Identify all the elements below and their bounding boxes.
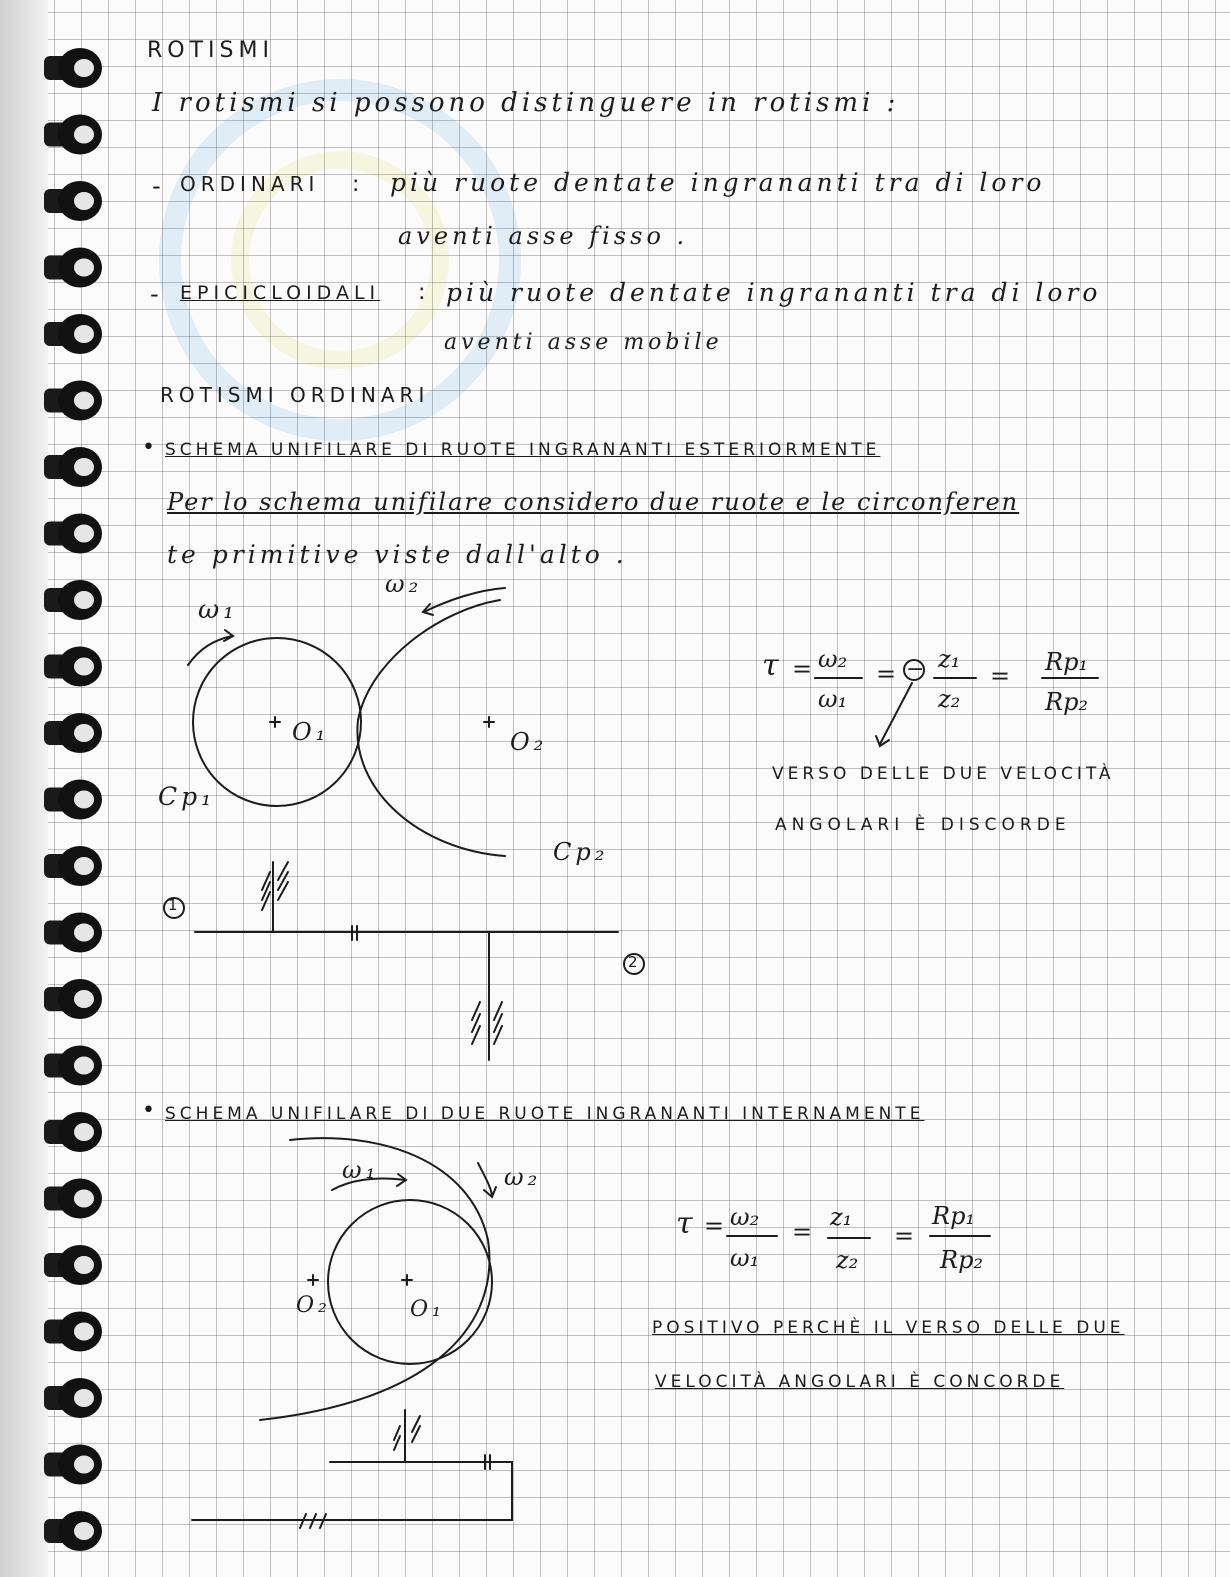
formula-int-eq3: = bbox=[894, 1222, 915, 1250]
formula-ext-num3: Rp₁ bbox=[1045, 648, 1089, 676]
formula-ext-eq2: = bbox=[876, 660, 897, 688]
label-int-omega1: ω₁ bbox=[342, 1156, 380, 1184]
formula-ext-den2: z₂ bbox=[938, 685, 961, 713]
page-title: ROTISMI bbox=[147, 38, 274, 63]
label-node-1: 1 bbox=[168, 896, 178, 914]
type-epicicloidali-line1: più ruote dentate ingrananti tra di loro bbox=[446, 278, 1102, 307]
formula-ext-den1: ω₁ bbox=[818, 685, 848, 713]
formula-ext-num2: z₁ bbox=[938, 645, 961, 673]
label-omega2: ω₂ bbox=[385, 570, 423, 598]
sign-arrow-icon bbox=[880, 683, 912, 744]
label-node-2: 2 bbox=[628, 953, 638, 971]
formula-ext-eq3: = bbox=[990, 662, 1011, 690]
formula-ext-num1: ω₂ bbox=[818, 645, 848, 673]
formula-int-num1: ω₂ bbox=[730, 1203, 760, 1231]
type-ordinari-bullet: - bbox=[152, 172, 164, 200]
formula-int-den1: ω₁ bbox=[730, 1244, 760, 1272]
node-1-circle bbox=[164, 898, 184, 918]
formula-ext-sign: − bbox=[906, 657, 925, 682]
type-ordinari-name: ORDINARI bbox=[180, 172, 320, 196]
label-omega1: ω₁ bbox=[198, 595, 238, 625]
omega2-arrow-icon bbox=[424, 588, 505, 612]
type-ordinari-line2: aventi asse fisso . bbox=[398, 222, 689, 250]
label-int-o2: O₂ bbox=[296, 1293, 331, 1318]
schema-internal-bullet: • bbox=[142, 1098, 158, 1123]
pitch-arc-int-2 bbox=[260, 1138, 489, 1420]
type-ordinari-line1: più ruote dentate ingrananti tra di loro bbox=[390, 168, 1046, 197]
pitch-circle-int-1 bbox=[328, 1200, 492, 1364]
note-internal-line2: VELOCITÀ ANGOLARI È CONCORDE bbox=[655, 1372, 1065, 1392]
formula-ext-eq1: = bbox=[792, 655, 813, 683]
label-int-o1: O₁ bbox=[410, 1297, 445, 1322]
schema-external-heading: SCHEMA UNIFILARE DI RUOTE INGRANANTI ESTERIORMENTE bbox=[165, 440, 881, 460]
label-cp2: Cp₂ bbox=[553, 838, 609, 866]
schema-external-bullet: • bbox=[142, 435, 158, 460]
sign-circle bbox=[904, 660, 924, 680]
formula-int-den3: Rp₂ bbox=[940, 1246, 984, 1274]
label-o1: O₁ bbox=[292, 718, 330, 746]
formula-int-num2: z₁ bbox=[830, 1203, 853, 1231]
node-2-circle bbox=[624, 954, 644, 974]
pitch-arc-2 bbox=[357, 600, 505, 856]
formula-int-eq1: = bbox=[704, 1212, 725, 1240]
schema-internal-heading: SCHEMA UNIFILARE DI DUE RUOTE INGRANANTI INTERNAMENTE bbox=[165, 1104, 925, 1124]
formula-int-tau: τ bbox=[676, 1206, 693, 1241]
formula-ext-tau: τ bbox=[762, 648, 779, 683]
shaft-line-internal bbox=[192, 1462, 512, 1520]
note-external-line2: ANGOLARI È DISCORDE bbox=[775, 815, 1071, 835]
schema-external-text-line1: Per lo schema unifilare considero due ruote e le circonferen bbox=[167, 488, 1020, 516]
label-int-omega2: ω₂ bbox=[504, 1163, 542, 1191]
formula-ext-den3: Rp₂ bbox=[1045, 688, 1089, 716]
schema-external-text-line2: te primitive viste dall'alto . bbox=[167, 540, 628, 569]
note-internal-line1: POSITIVO PERCHÈ IL VERSO DELLE DUE bbox=[652, 1318, 1125, 1338]
section-heading: ROTISMI ORDINARI bbox=[160, 383, 430, 407]
formula-int-num3: Rp₁ bbox=[932, 1202, 976, 1230]
label-cp1: Cp₁ bbox=[158, 782, 216, 811]
type-epicicloidali-line2: aventi asse mobile bbox=[444, 330, 723, 355]
type-ordinari-sep: : bbox=[352, 172, 363, 197]
intro-text: I rotismi si possono distinguere in rotismi : bbox=[152, 88, 900, 118]
formula-int-den2: z₂ bbox=[836, 1246, 859, 1274]
formula-int-eq2: = bbox=[792, 1218, 813, 1246]
omega1-int-arrow-icon bbox=[332, 1178, 405, 1190]
type-epicicloidali-sep: : bbox=[418, 280, 429, 305]
label-o2: O₂ bbox=[510, 728, 548, 756]
type-epicicloidali-bullet: - bbox=[150, 280, 162, 308]
note-external-line1: VERSO DELLE DUE VELOCITÀ bbox=[772, 764, 1115, 784]
type-epicicloidali-name: EPICICLOIDALI bbox=[180, 282, 381, 304]
